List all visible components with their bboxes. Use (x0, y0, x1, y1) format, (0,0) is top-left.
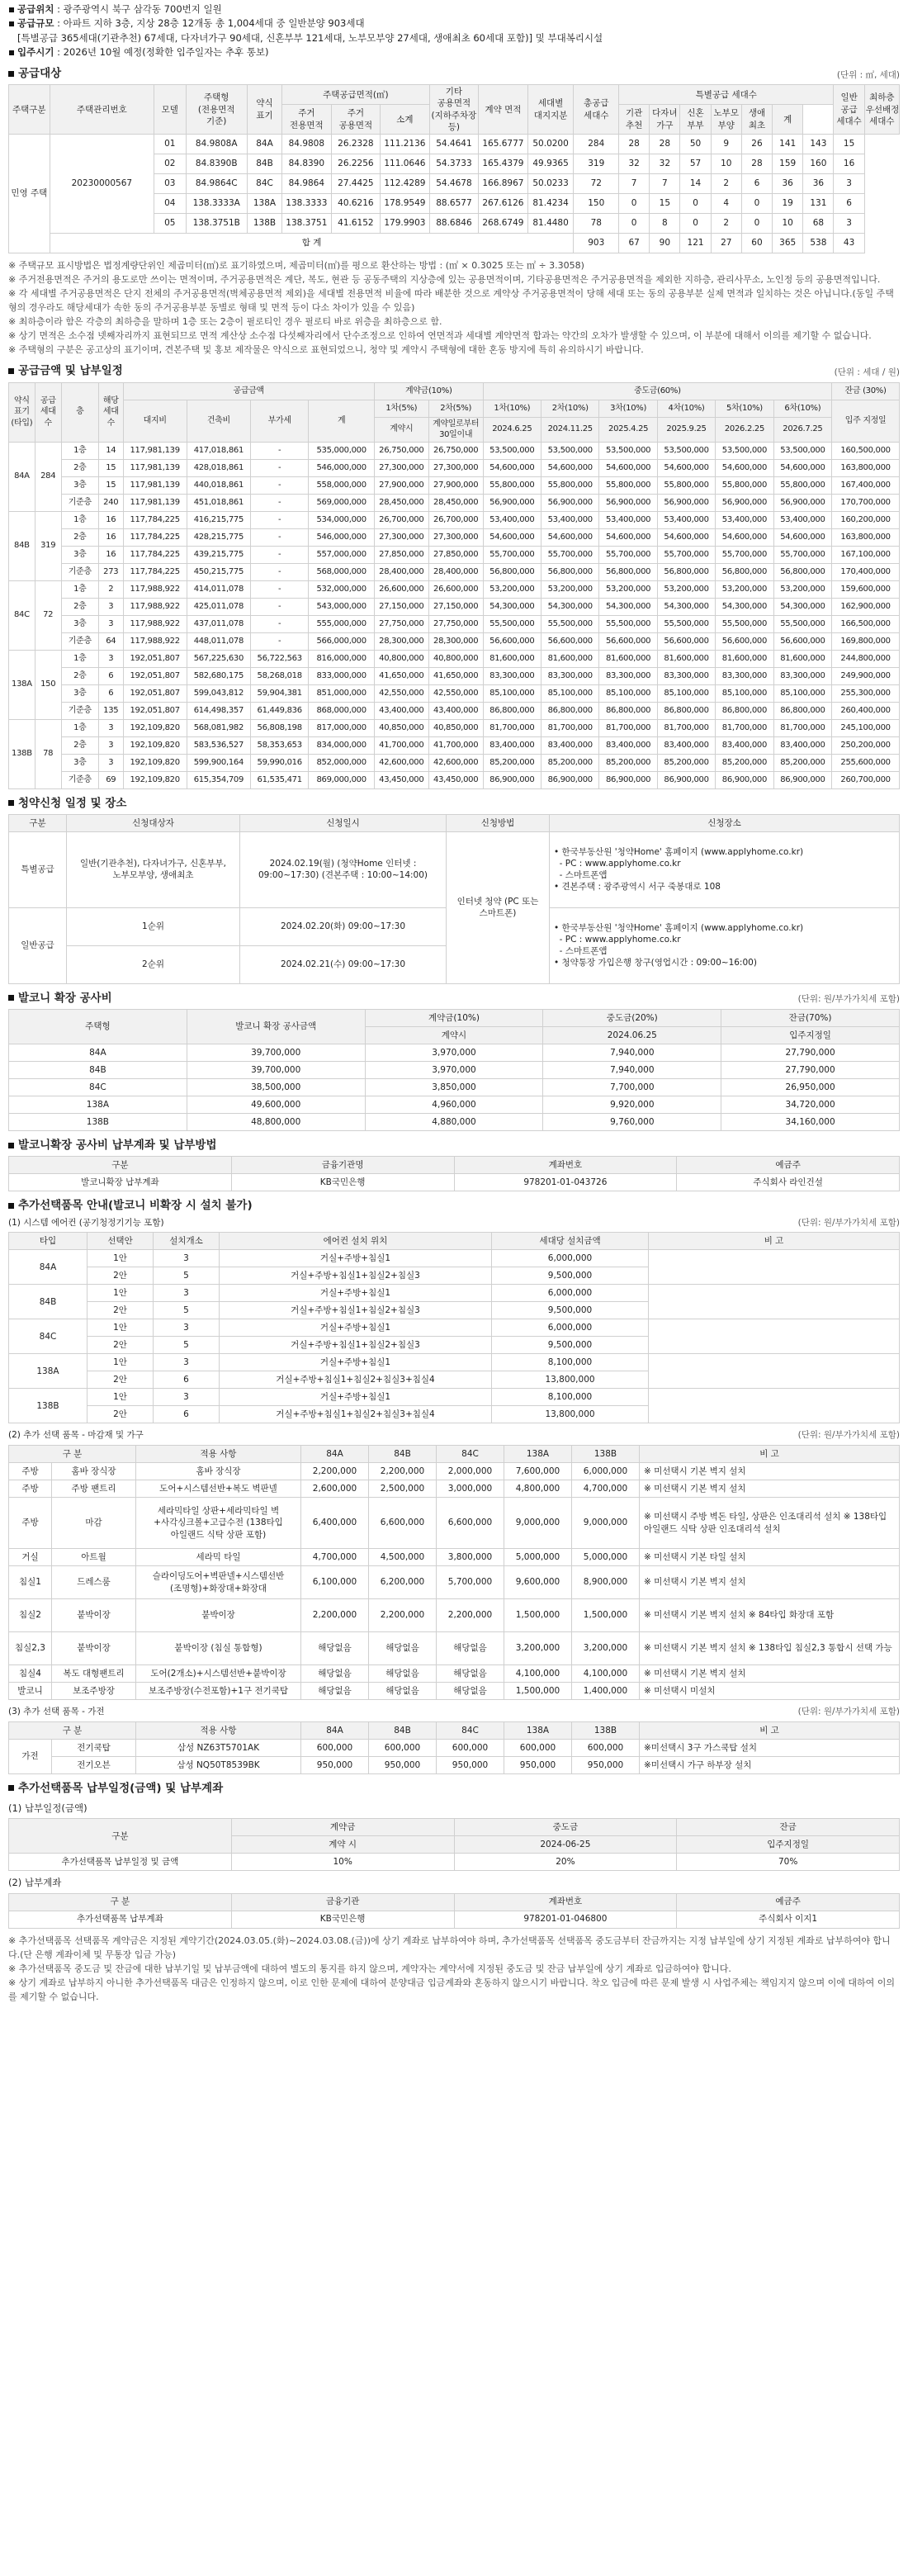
intro-item: 공급규모 : 아파트 지하 3층, 지상 28층 12개동 총 1,004세대 중 일반분양 903세대 (8, 17, 900, 31)
table-row: 3층 16 117,784,225 439,215,775 - 557,000,000 27,850,000 27,850,000 55,700,000 55,700,000 55,700,000 55,700,000 55,700,000 55,700,000 167,100,000 (9, 546, 900, 563)
table-row: 3층 6 192,051,807 599,043,812 59,904,381 851,000,000 42,550,000 42,550,000 85,100,000 85,100,000 85,100,000 85,100,000 85,100,000 85,100,000 255,300,000 (9, 684, 900, 702)
table-row: 2층 3 117,988,922 425,011,078 - 543,000,000 27,150,000 27,150,000 54,300,000 54,300,000 54,300,000 54,300,000 54,300,000 54,300,000 162,900,000 (9, 598, 900, 615)
table-row: 84B 39,700,000 3,970,000 7,940,000 27,790,000 (9, 1062, 900, 1079)
table-row: 기준층 240 117,981,139 451,018,861 - 569,000,000 28,450,000 28,450,000 56,900,000 56,900,000 56,900,000 56,900,000 56,900,000 56,900,000 170,700,000 (9, 494, 900, 511)
note-line: ※ 추가선택품목 중도금 및 잔금에 대한 납부기일 및 납부금액에 대하여 별도의 통지를 하지 않으며, 계약자는 계약서에 지정된 중도금 및 잔금 납부일에 상기 계좌로 입금하여야 합니다. (8, 1963, 731, 1974)
unit-label: (단위: 원/부가가치세 포함) (797, 1217, 900, 1228)
section-header (8, 990, 900, 1006)
section-title: 청약신청 일정 및 장소 (18, 796, 127, 810)
bullet-square-icon (8, 368, 14, 374)
bullet-square-icon (8, 800, 14, 806)
unit-label: (단위: 원/부가가치세 포함) (797, 1707, 900, 1717)
price-schedule-table: 약식 표기 (타입) 공급 세대 수 층 해당 세대 수 공급금액 계약금(10%) 중도금(60%) 잔금 (30%) 대지비 건축비 부가세 계 1차(5%) 2차(5%) 1차(10%) 2차(10%) 3차(10%) 4차(10%) 5차(10%) 6차(10%) 입주 지정일 계약시 계약일로부터 30일이내 2024.6.25 2024.11.25 2025.4.25 2025.9.25 2026.2.25 2026.7.25 84A 284 1층 14 117,981,139 417,018,861 - 535,000,000 26,750,000 26,750,000 53,500,000 53,500,000 53,500,000 53,500,000 53,500,000 53,500,000 160,500,000 2층 15 117,981,139 428,018,861 - 546,000,000 27,300,000 27,300,000 54,600,000 54,600,000 54,600,000 54,600,000 54,600,000 54,600,000 163,800,000 3층 15 117,981,139 440,018,861 - 558,000,000 27,900,000 27,900,000 55,800,000 55,800,000 55,800,000 55,800,000 55,800,000 55,800,000 167,400,000 기준층 240 117,981,139 451,018,861 - 569,000,000 28,450,000 28,450,000 56,900,000 56,900,000 56,900,000 56,900,000 56,900,000 56,900,000 170,700,000 84B 319 1층 16 117,784,225 416,215,775 - 534,000,000 26,700,000 26,700,000 53,400,000 53,400,000 53,400,000 53,400,000 53,400,000 53,400,000 160,200,000 2층 16 117,784,225 428,215,775 - 546,000,000 27,300,000 27,300,000 54,600,000 54,600,000 54,600,000 54,600,000 54,600,000 54,600,000 163,800,000 3층 16 117,784,225 439,215,775 - 557,000,000 27,850,000 27,850,000 55,700,000 55,700,000 55,700,000 55,700,000 55,700,000 55,700,000 167,100,000 기준층 273 117,784,225 450,215,775 - 568,000,000 28,400,000 28,400,000 56,800,000 56,800,000 56,800,000 56,800,000 56,800,000 56,800,000 170,400,000 84C 72 1층 2 117,988,922 414,011,078 - 532,000,000 26,600,000 26,600,000 53,200,000 53,200,000 53,200,000 53,200,000 53,200,000 53,200,000 159,600,000 2층 3 117,988,922 425,011,078 - 543,000,000 27,150,000 27,150,000 54,300,000 54,300,000 54,300,000 54,300,000 54,300,000 54,300,000 162,900,000 3층 3 117,988,922 437,011,078 - 555,000,000 27,750,000 27,750,000 55,500,000 55,500,000 55,500,000 55,500,000 55,500,000 55,500,000 166,500,000 기준층 64 117,988,922 448,011,078 - 566,000,000 28,300,000 28,300,000 56,600,000 56,600,000 56,600,000 56,600,000 56,600,000 56,600,000 169,800,000 138A 150 1층 3 192,051,807 567,225,630 56,722,563 816,000,000 40,800,000 40,800,000 81,600,000 81,600,000 81,600,000 81,600,000 81,600,000 81,600,000 244,800,000 2층 6 192,051,807 582,680,175 58,268,018 833,000,000 41,650,000 41,650,000 83,300,000 83,300,000 83,300,000 83,300,000 83,300,000 83,300,000 249,900,000 3층 6 192,051,807 599,043,812 59,904,381 851,000,000 42,550,000 42,550,000 85,100,000 85,100,000 85,100,000 85,100,000 85,100,000 85,100,000 255,300,000 기준층 135 192,051,807 614,498,357 61,449,836 868,000,000 43,400,000 43,400,000 86,800,000 86,800,000 86,800,000 86,800,000 86,800,000 86,800,000 260,400,000 138B 78 1층 3 192,109,820 568,081,982 56,808,198 817,000,000 40,850,000 40,850,000 81,700,000 81,700,000 81,700,000 81,700,000 81,700,000 81,700,000 245,100,000 2층 3 192,109,820 583,536,527 58,353,653 834,000,000 41,700,000 41,700,000 83,400,000 83,400,000 83,400,000 83,400,000 83,400,000 83,400,000 250,200,000 3층 3 192,109,820 599,900,164 59,990,016 852,000,000 42,600,000 42,600,000 85,200,000 85,200,000 85,200,000 85,200,000 85,200,000 85,200,000 255,600,000 기준층 69 192,109,820 615,354,709 61,535,471 869,000,000 43,450,000 43,450,000 86,900,000 86,900,000 86,900,000 86,900,000 86,900,000 86,900,000 260,700,000 (8, 382, 900, 789)
subsection-title: (1) 시스템 에어컨 (공기청정기기능 포함) (8, 1217, 164, 1228)
table-row: 3층 15 117,981,139 440,018,861 - 558,000,000 27,900,000 27,900,000 55,800,000 55,800,000 55,800,000 55,800,000 55,800,000 55,800,000 167,400,000 (9, 476, 900, 494)
table-row: 침실2,3 붙박이장 붙박이장 (침실 통합형) 해당없음 해당없음 해당없음 3,200,000 3,200,000 ※ 미선택시 기본 벽지 설치 ※ 138타입 침실2,3 통합시 선택 가능 (9, 1632, 900, 1665)
table-row: 2안 5 거실+주방+침실1+침실2+침실3 9,500,000 (9, 1302, 900, 1319)
application-schedule-table: 구분 신청대상자 신청일시 신청방법 신청장소 특별공급 일반(기관추천), 다자녀가구, 신혼부부, 노부모부양, 생애최초 2024.02.19(월) (청약Home 인터넷 : 09:00~17:30) (견본주택 : 10:00~14:00) 인터넷 청약 (PC 또는 스마트폰) • 한국부동산원 '청약Home' 홈페이지 (www.applyhome.co.kr) - PC : www.applyhome.co.kr - 스마트폰앱 • 견본주택 : 광주광역시 서구 죽봉대로 108 일반공급 1순위 2024.02.20(화) 09:00~17:30 • 한국부동산원 '청약Home' 홈페이지 (www.applyhome.co.kr) - PC : www.applyhome.co.kr - 스마트폰앱 • 청약통장 가입은행 창구(영업시간 : 09:00~16:00) 2순위 2024.02.21(수) 09:00~17:30 (8, 814, 900, 984)
note-line: ※ 추가선택품목 선택품목 계약금은 지정된 계약기간(2024.03.05.(화)~2024.03.08.(금))에 상기 계좌로 납부하여야 하며, 추가선택품목 선택품목 중도금부터 잔금까지는 지정 납부일에 상기 지정된 계좌로 납부하여야 합니다.(단 은행 계좌이체 및 무통장 입금 가능) (8, 1934, 891, 1960)
table-row: 3층 3 192,109,820 599,900,164 59,990,016 852,000,000 42,600,000 42,600,000 85,200,000 85,200,000 85,200,000 85,200,000 85,200,000 85,200,000 255,600,000 (9, 754, 900, 771)
intro-text: 2026년 10월 예정(정확한 입주일자는 추후 통보) (63, 45, 269, 58)
place-line: • 견본주택 : 광주광역시 서구 죽봉대로 108 (554, 882, 721, 893)
unit-label: (단위 : ㎡, 세대) (836, 69, 900, 80)
table-row: 전기오븐 삼성 NQ50T8539BK 950,000 950,000 950,000 950,000 950,000 ※미선택시 가구 하부장 설치 (9, 1756, 900, 1773)
option-account-table: 구 분 금융기관 계좌번호 예금주 추가선택품목 납부계좌 KB국민은행 978201-01-046800 주식회사 이지1 (8, 1893, 900, 1929)
subsection-title: (1) 납부일정(금액) (8, 1802, 87, 1815)
section-header (8, 65, 900, 82)
notes-block (8, 258, 900, 357)
section-header (8, 1780, 900, 1797)
table-row: 84C 72 1층 2 117,988,922 414,011,078 - 532,000,000 26,600,000 26,600,000 53,200,000 53,200,000 53,200,000 53,200,000 53,200,000 53,200,000 159,600,000 (9, 580, 900, 598)
note-line: ※ 각 세대별 주거공용면적은 단지 전체의 주거공용면적(벽체공용면적 제외)을 세대별 전용면적 비율에 따라 배분한 것으로 계약상 주거공용면적이 당해 세대 또는 동의 공용부분 실제 면적과 일치하는 것은 아닙니다.(동일 주택형의 경우라도 해당세대가 속한 동의 주거공용부분 동별로 형태 및 면적 등이 다소 차이가 있을 수 있음) (8, 288, 894, 314)
section-title: 발코니확장 공사비 납부계좌 및 납부방법 (18, 1139, 217, 1153)
table-row: 발코니 보조주방장 보조주방장(수전포함)+1구 전기쿡탑 해당없음 해당없음 해당없음 1,500,000 1,400,000 ※ 미선택시 미설치 (9, 1683, 900, 1700)
table-row: 02 84.8390B 84B 84.8390 26.2256 111.0646 54.3733 165.4379 49.9365 319 32 32 57 10 28 159 160 16 (9, 154, 900, 173)
place-line: • 한국부동산원 '청약Home' 홈페이지 (www.applyhome.co.kr) (554, 846, 804, 857)
table-row: 05 138.3751B 138B 138.3751 41.6152 179.9903 88.6846 268.6749 81.4480 78 0 8 0 2 0 10 68 3 (9, 213, 900, 233)
table-row: 주방 홈바 장식장 홈바 장식장 2,200,000 2,200,000 2,000,000 7,600,000 6,000,000 ※ 미선택시 기본 벽지 설치 (9, 1463, 900, 1480)
bullet-square-icon (8, 1203, 14, 1209)
note-line: ※ 최하층이라 함은 각층의 최하층을 말하며 1층 또는 2층이 필로티인 경우 필로티 바로 위층을 최하층으로 함. (8, 316, 442, 328)
table-row: 기준층 69 192,109,820 615,354,709 61,535,471 869,000,000 43,450,000 43,450,000 86,900,000 86,900,000 86,900,000 86,900,000 86,900,000 86,900,000 260,700,000 (9, 771, 900, 788)
table-row: 138B 48,800,000 4,880,000 9,760,000 34,160,000 (9, 1114, 900, 1131)
appliance-options-table: 구 분 적용 사항 84A 84B 84C 138A 138B 비 고 가전 전기쿡탑 삼성 NZ63T5701AK 600,000 600,000 600,000 600,000 600,000 ※미선택시 3구 가스쿡탑 설치 전기오븐 삼성 NQ50T8539BK 950,000 950,000 950,000 950,000 950,000 ※미선택시 가구 하부장 설치 (8, 1721, 900, 1774)
table-row: 침실4 복도 대형팬트리 도어(2개소)+시스템선반+붙박이장 해당없음 해당없음 해당없음 4,100,000 4,100,000 ※ 미선택시 기본 벽지 설치 (9, 1665, 900, 1683)
table-row: 84A 39,700,000 3,970,000 7,940,000 27,790,000 (9, 1044, 900, 1062)
intro-label: 공급규모 (17, 17, 54, 30)
table-row: 거실 아트월 세라믹 타일 4,700,000 4,500,000 3,800,000 5,000,000 5,000,000 ※ 미선택시 기본 타일 설치 (9, 1549, 900, 1566)
table-row: 2안 5 거실+주방+침실1+침실2+침실3 9,500,000 (9, 1267, 900, 1285)
note-line: ※ 주택규모 표시방법은 법정계량단위인 제곱미터(㎡)로 표기하였으며, 제곱미터(㎡)를 평으로 환산하는 방법 : (㎡ × 0.3025 또는 ㎡ ÷ 3.3058) (8, 259, 584, 271)
bullet-square-icon (8, 1785, 14, 1791)
finishing-options-table: 구 분 적용 사항 84A 84B 84C 138A 138B 비 고 주방 홈바 장식장 홈바 장식장 2,200,000 2,200,000 2,000,000 7,600,000 6,000,000 ※ 미선택시 기본 벽지 설치 주방 주방 팬트리 도어+시스템선반+복도 벽판넬 2,600,000 2,500,000 3,000,000 4,800,000 4,700,000 ※ 미선택시 기본 벽지 설치 주방 마감 세라믹타일 상판+세라믹타일 벽 +사각싱크볼+고급수전 (138타입 아일랜드 식탁 상판 포함) 6,400,000 6,600,000 6,600,000 9,000,000 9,000,000 ※ 미선택시 주방 벽돈 타일, 상판은 인조대리석 설치 ※ 138타입 아일랜드 식탁 상판 인조대리석 설치 거실 아트월 세라믹 타일 4,700,000 4,500,000 3,800,000 5,000,000 5,000,000 ※ 미선택시 기본 타일 설치 침실1 드레스룸 슬라이딩도어+벽판넬+시스템선반 (조명형)+화장대+화장대 6,100,000 6,200,000 5,700,000 9,600,000 8,900,000 ※ 미선택시 기본 벽지 설치 침실2 붙박이장 붙박이장 2,200,000 2,200,000 2,200,000 1,500,000 1,500,000 ※ 미선택시 기본 벽지 설치 ※ 84타입 화장대 포함 침실2,3 붙박이장 붙박이장 (침실 통합형) 해당없음 해당없음 해당없음 3,200,000 3,200,000 ※ 미선택시 기본 벽지 설치 ※ 138타입 침실2,3 통합시 선택 가능 침실4 복도 대형팬트리 도어(2개소)+시스템선반+붙박이장 해당없음 해당없음 해당없음 4,100,000 4,100,000 ※ 미선택시 기본 벽지 설치 발코니 보조주방장 보조주방장(수전포함)+1구 전기쿡탑 해당없음 해당없음 해당없음 1,500,000 1,400,000 ※ 미선택시 미설치 (8, 1445, 900, 1700)
bullet-square-icon (8, 995, 14, 1001)
note-line: ※ 상기 계좌로 납부하지 아니한 추가선택품목 대금은 인정하지 않으며, 이로 인한 문제에 대하여 분양대금 입금계좌와 혼동하지 않으시기 바랍니다. 착오 입금에 따른 문제 발생 시 사업주체는 책임지지 않으며 이에 대하여 이의를 제기할 수 없습니다. (8, 1977, 895, 2002)
place-line: • 청약통장 가입은행 창구(영업시간 : 09:00~16:00) (554, 958, 757, 968)
table-row: 3층 3 117,988,922 437,011,078 - 555,000,000 27,750,000 27,750,000 55,500,000 55,500,000 55,500,000 55,500,000 55,500,000 55,500,000 166,500,000 (9, 615, 900, 632)
table-row: 주방 주방 팬트리 도어+시스템선반+복도 벽판넬 2,600,000 2,500,000 3,000,000 4,800,000 4,700,000 ※ 미선택시 기본 벽지 설치 (9, 1480, 900, 1498)
section-header (8, 1197, 900, 1214)
section-header (8, 1137, 900, 1153)
intro-item: 입주시기 : 2026년 10월 예정(정확한 입주일자는 추후 통보) (8, 45, 900, 59)
subsection-title: (3) 추가 선택 품목 - 가전 (8, 1707, 105, 1717)
section-title: 추가선택품목 납부일정(금액) 및 납부계좌 (18, 1781, 224, 1795)
table-row: 2층 3 192,109,820 583,536,527 58,353,653 834,000,000 41,700,000 41,700,000 83,400,000 83,400,000 83,400,000 83,400,000 83,400,000 83,400,000 250,200,000 (9, 736, 900, 754)
table-row: 84A 1안 3 거실+주방+침실1 6,000,000 (9, 1250, 900, 1267)
table-row: 84B 319 1층 16 117,784,225 416,215,775 - 534,000,000 26,700,000 26,700,000 53,400,000 53,400,000 53,400,000 53,400,000 53,400,000 53,400,000 160,200,000 (9, 511, 900, 528)
table-row: 기준층 135 192,051,807 614,498,357 61,449,836 868,000,000 43,400,000 43,400,000 86,800,000 86,800,000 86,800,000 86,800,000 86,800,000 86,800,000 260,400,000 (9, 702, 900, 719)
intro-text: 아파트 지하 3층, 지상 28층 12개동 총 1,004세대 중 일반분양 903세대 (63, 17, 365, 30)
balcony-cost-table: 주택형 발코니 확장 공사금액 계약금(10%) 중도금(20%) 잔금(70%) 계약시 2024.06.25 입주지정일 84A 39,700,000 3,970,000 7,940,000 27,790,000 84B 39,700,000 3,970,000 7,940,000 27,790,000 84C 38,500,000 3,850,000 7,700,000 26,950,000 138A 49,600,000 4,960,000 9,920,000 34,720,000 138B 48,800,000 4,880,000 9,760,000 34,160,000 (8, 1009, 900, 1131)
table-row: 138B 1안 3 거실+주방+침실1 8,100,000 (9, 1389, 900, 1406)
table-row: 기준층 64 117,988,922 448,011,078 - 566,000,000 28,300,000 28,300,000 56,600,000 56,600,000 56,600,000 56,600,000 56,600,000 56,600,000 169,800,000 (9, 632, 900, 650)
aircon-table: 타입 선택안 설치개소 에어컨 설치 위치 세대당 설치금액 비 고 84A 1안 3 거실+주방+침실1 6,000,000 2안 5 거실+주방+침실1+침실2+침실3 9,500,000 84B 1안 3 거실+주방+침실1 6,000,000 2안 5 거실+주방+침실1+침실2+침실3 9,500,000 84C 1안 3 거실+주방+침실1 6,000,000 2안 5 거실+주방+침실1+침실2+침실3 9,500,000 138A 1안 3 거실+주방+침실1 8,100,000 2안 6 거실+주방+침실1+침실2+침실3+침실4 13,800,000 138B 1안 3 거실+주방+침실1 8,100,000 2안 6 거실+주방+침실1+침실2+침실3+침실4 13,800,000 (8, 1232, 900, 1423)
table-row: 84A 284 1층 14 117,981,139 417,018,861 - 535,000,000 26,750,000 26,750,000 53,500,000 53,500,000 53,500,000 53,500,000 53,500,000 53,500,000 160,500,000 (9, 442, 900, 459)
section-header (8, 362, 900, 379)
note-line: ※ 주택형의 구분은 공고상의 표기이며, 견본주택 및 홍보 제작물은 약식으로 표현되었으니, 청약 및 계약시 주택형에 대한 혼동 방지에 특히 유의하시기 바랍니다. (8, 344, 644, 356)
note-line: ※ 상기 면적은 소수점 넷째자리까지 표현되므로 면적 계산상 소수점 다섯째자리에서 단수조정으로 인하여 연면적과 세대별 계약면적 합과는 약간의 오차가 발생할 수 있으며, 이 부분에 대해서 이의를 제기할 수 없습니다. (8, 330, 872, 342)
table-row: 04 138.3333A 138A 138.3333 40.6216 178.9549 88.6577 267.6126 81.4234 150 0 15 0 4 0 19 131 6 (9, 193, 900, 213)
table-row: 03 84.9864C 84C 84.9864 27.4425 112.4289 54.4678 166.8967 50.0233 72 7 7 14 2 6 36 36 3 (9, 173, 900, 193)
intro-item: 공급위치 : 광주광역시 북구 삼각동 700번지 일원 (8, 2, 900, 17)
section-title: 추가선택품목 안내(발코니 비확장 시 설치 불가) (18, 1199, 253, 1213)
table-row: 민영 주택 20230000567 01 84.9808A 84A 84.9808 26.2328 111.2136 54.4641 165.6777 50.0200 284 28 28 50 9 26 141 143 15 (9, 134, 900, 154)
table-row: 2층 15 117,981,139 428,018,861 - 546,000,000 27,300,000 27,300,000 54,600,000 54,600,000 54,600,000 54,600,000 54,600,000 54,600,000 163,800,000 (9, 459, 900, 476)
unit-label: (단위: 원/부가가치세 포함) (797, 1430, 900, 1441)
section-title: 공급대상 (18, 67, 62, 80)
subsection-title: (2) 추가 선택 품목 - 마감재 및 가구 (8, 1430, 144, 1441)
section-title: 공급금액 및 납부일정 (18, 364, 123, 378)
table-row: 2안 5 거실+주방+침실1+침실2+침실3 9,500,000 (9, 1337, 900, 1354)
place-line: - 스마트폰앱 (554, 870, 608, 881)
option-payment-schedule-table: 구분 계약금 중도금 잔금 계약 시 2024-06-25 입주지정일 추가선택품목 납부일정 및 금액 10% 20% 70% (8, 1818, 900, 1871)
intro-label: 공급위치 (17, 3, 54, 15)
table-row: 2안 6 거실+주방+침실1+침실2+침실3+침실4 13,800,000 (9, 1406, 900, 1423)
place-line: - 스마트폰앱 (554, 946, 608, 957)
section-header (8, 795, 900, 812)
balcony-account-table: 구분 금융기관명 계좌번호 예금주 발코니확장 납부계좌 KB국민은행 978201-01-043726 주식회사 라인건설 (8, 1156, 900, 1191)
intro-text: 광주광역시 북구 삼각동 700번지 일원 (63, 3, 222, 15)
bullet-square-icon (8, 1143, 14, 1148)
table-row: 2층 6 192,051,807 582,680,175 58,268,018 833,000,000 41,650,000 41,650,000 83,300,000 83,300,000 83,300,000 83,300,000 83,300,000 83,300,000 249,900,000 (9, 667, 900, 684)
place-line: - PC : www.applyhome.co.kr (554, 935, 681, 945)
unit-label: (단위: 원/부가가치세 포함) (797, 994, 900, 1005)
table-row-total: 합 계 903 67 90 121 27 60 365 538 43 (9, 233, 900, 253)
table-row: 138A 1안 3 거실+주방+침실1 8,100,000 (9, 1354, 900, 1371)
table-row: 2층 16 117,784,225 428,215,775 - 546,000,000 27,300,000 27,300,000 54,600,000 54,600,000 54,600,000 54,600,000 54,600,000 54,600,000 163,800,000 (9, 528, 900, 546)
table-row: 침실1 드레스룸 슬라이딩도어+벽판넬+시스템선반 (조명형)+화장대+화장대 6,100,000 6,200,000 5,700,000 9,600,000 8,900,000 ※ 미선택시 기본 벽지 설치 (9, 1566, 900, 1599)
table-row: 주방 마감 세라믹타일 상판+세라믹타일 벽 +사각싱크볼+고급수전 (138타입 아일랜드 식탁 상판 포함) 6,400,000 6,600,000 6,600,000 9,000,000 9,000,000 ※ 미선택시 주방 벽돈 타일, 상판은 인조대리석 설치 ※ 138타입 아일랜드 식탁 상판 인조대리석 설치 (9, 1498, 900, 1549)
bullet-square-icon (8, 71, 14, 77)
note-line: ※ 주거전용면적은 주거의 용도로만 쓰이는 면적이며, 주거공용면적은 계단, 복도, 현관 등 공동주택의 지상층에 있는 공용면적이며, 기타공용면적은 주거공용면적을 제외한 지하층, 관리사무소, 노인정 등의 공용면적입니다. (8, 273, 881, 285)
table-row: 2안 6 거실+주방+침실1+침실2+침실3+침실4 13,800,000 (9, 1371, 900, 1389)
table-row: 침실2 붙박이장 붙박이장 2,200,000 2,200,000 2,200,000 1,500,000 1,500,000 ※ 미선택시 기본 벽지 설치 ※ 84타입 화장대 포함 (9, 1599, 900, 1632)
table-row: 가전 전기쿡탑 삼성 NZ63T5701AK 600,000 600,000 600,000 600,000 600,000 ※미선택시 3구 가스쿡탑 설치 (9, 1739, 900, 1756)
table-row: 138A 150 1층 3 192,051,807 567,225,630 56,722,563 816,000,000 40,800,000 40,800,000 81,600,000 81,600,000 81,600,000 81,600,000 81,600,000 81,600,000 244,800,000 (9, 650, 900, 667)
intro-text: [특별공급 365세대(기관추천) 67세대, 다자녀가구 90세대, 신혼부부 121세대, 노부모부양 27세대, 생애최초 60세대 포함)] 및 부대복리시설 (17, 31, 603, 44)
intro-list (8, 2, 900, 59)
intro-item (8, 31, 900, 45)
table-row: 138A 49,600,000 4,960,000 9,920,000 34,720,000 (9, 1096, 900, 1114)
notes-block (8, 1934, 900, 2004)
unit-label: (단위 : 세대 / 원) (834, 367, 900, 377)
table-row: 138B 78 1층 3 192,109,820 568,081,982 56,808,198 817,000,000 40,850,000 40,850,000 81,700,000 81,700,000 81,700,000 81,700,000 81,700,000 81,700,000 245,100,000 (9, 719, 900, 736)
subsection-title: (2) 납부계좌 (8, 1877, 62, 1889)
supply-target-table: 주택구분 주택관리번호 모델 주택형 (전용면적 기준) 약식 표기 주택공급면적(㎡) 기타 공용면적 (지하주차장 등) 계약 면적 세대별 대지지분 총공급 세대수 특별공급 세대수 일반 공급 세대수 최하층 우선배정 세대수 주거 전용면적 주거 공용면적 소계 기관 추천 다자녀 가구 신혼 부부 노부모 부양 생애 최초 계 민영 주택 20230000567 01 84.9808A 84A 84.9808 26.2328 111.2136 54.4641 165.6777 50.0200 284 28 28 50 9 26 141 143 15 02 84.8390B 84B 84.8390 26.2256 111.0646 54.3733 165.4379 49.9365 319 32 32 57 10 28 159 160 16 03 84.9864C 84C 84.9864 27.4425 112.4289 54.4678 166.8967 50.0233 72 7 7 14 2 6 36 36 3 04 138.3333A 138A 138.3333 40.6216 178.9549 88.6577 267.6126 81.4234 150 0 15 0 4 0 19 131 6 05 138.3751B 138B 138.3751 41.6152 179.9903 88.6846 268.6749 81.4480 78 0 8 0 2 0 10 68 3 합 계 903 67 90 121 27 60 365 538 43 (8, 84, 900, 253)
place-line: • 한국부동산원 '청약Home' 홈페이지 (www.applyhome.co.kr) (554, 922, 804, 933)
table-row: 84C 1안 3 거실+주방+침실1 6,000,000 (9, 1319, 900, 1337)
place-line: - PC : www.applyhome.co.kr (554, 859, 681, 869)
table-row: 84C 38,500,000 3,850,000 7,700,000 26,950,000 (9, 1079, 900, 1096)
table-row: 기준층 273 117,784,225 450,215,775 - 568,000,000 28,400,000 28,400,000 56,800,000 56,800,000 56,800,000 56,800,000 56,800,000 56,800,000 170,400,000 (9, 563, 900, 580)
table-row: 84B 1안 3 거실+주방+침실1 6,000,000 (9, 1285, 900, 1302)
section-title: 발코니 확장 공사비 (18, 991, 112, 1005)
intro-label: 입주시기 (17, 45, 54, 58)
